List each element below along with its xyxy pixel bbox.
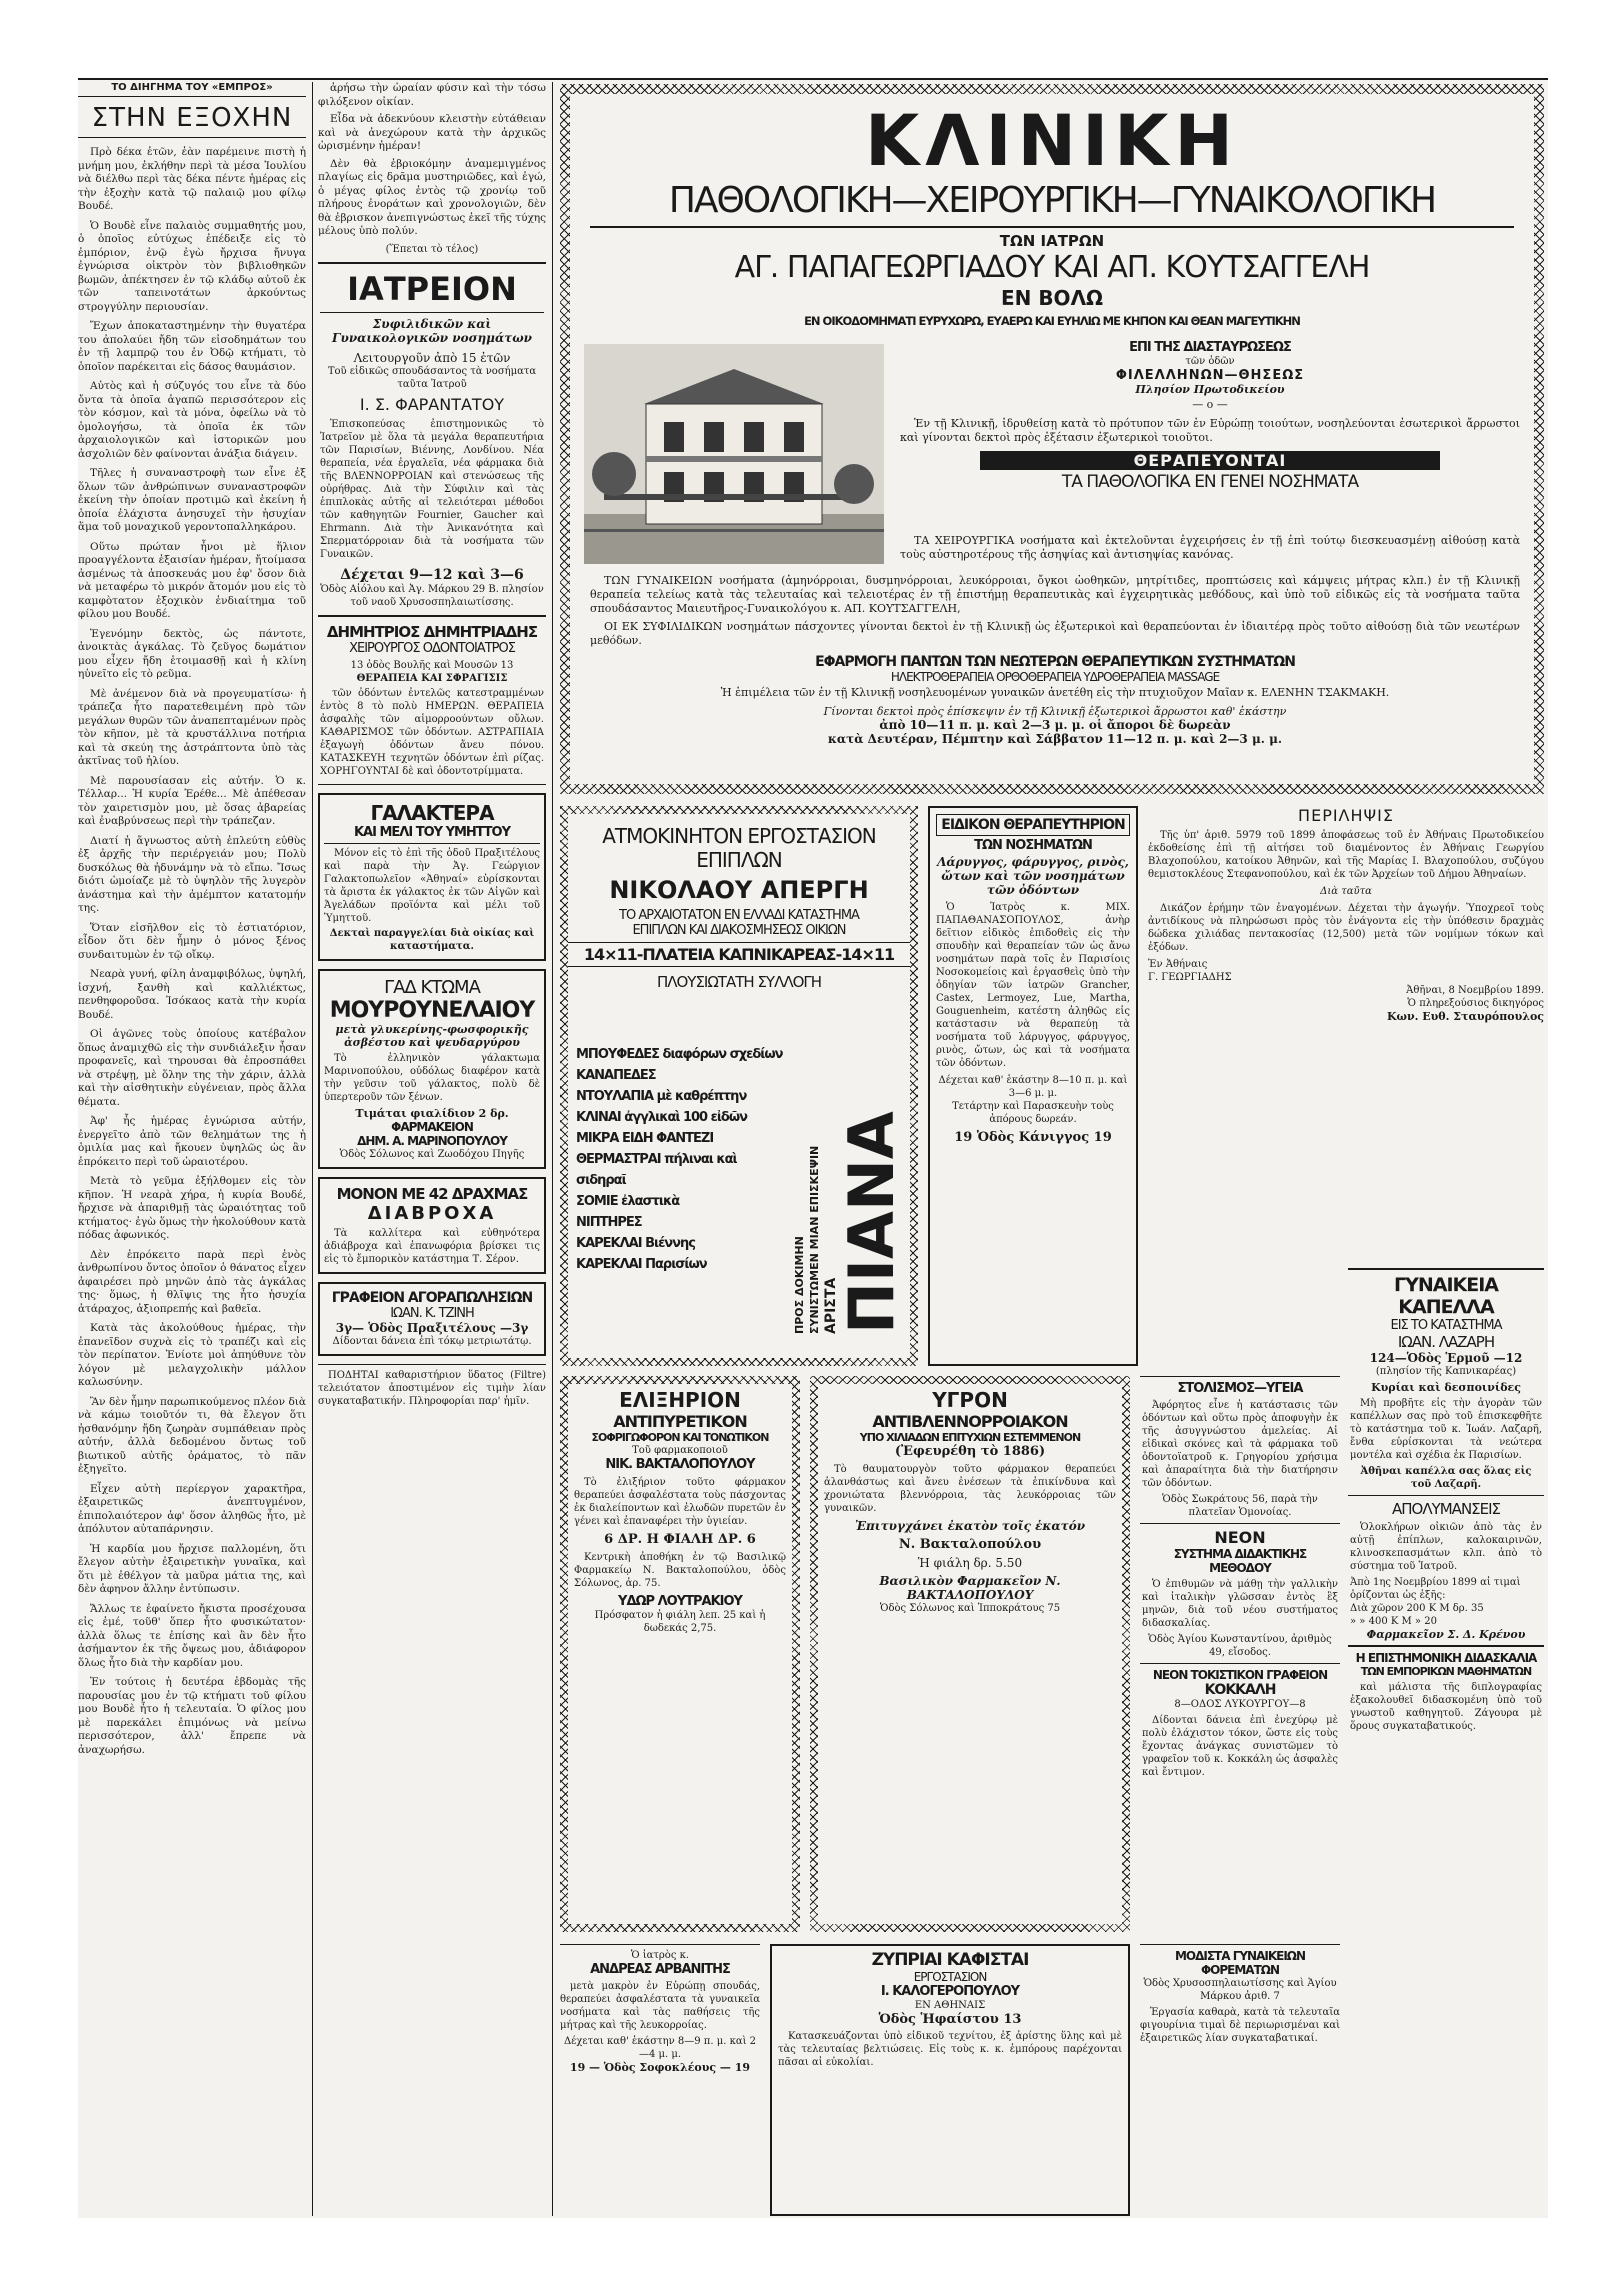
kapella-body: Μὴ προβῆτε εἰς τὴν ἀγορὰν τῶν καπέλλων σας πρὸ τοῦ ἐπισκεφθῆτε τὸ κατάστημα τοῦ κ. Ἰωάν. Λαζαρῆ, ἔνθα εὑρίσκονται τὰ νεώτερα μοντέλα καὶ σχέδια ἐκ Παρισίων. (1350, 1398, 1542, 1461)
elixirion-title: ΕΛΙΞΗΡΙΟΝ (619, 1388, 741, 1412)
elixirion-ad-inner (568, 1384, 792, 1924)
apergi-address: 14×11-ΠΛΑΤΕΙΑ ΚΑΠΝΙΚΑΡΕΑΣ-14×11 (568, 942, 910, 967)
kokkali-ad (1140, 1664, 1340, 1786)
middle-right-column (1140, 1376, 1340, 1936)
periliipsis-signer: Κων. Ευθ. Σταυρόπουλος (1386, 1010, 1544, 1023)
stolismos-ad (1140, 1376, 1340, 1524)
story-paragraph: Κατὰ τὰς ἀκολούθους ἡμέρας, τὴν ἐπανεῖδον συχνὰ εἰς τὸ τραπέζι καὶ εἰς τὸν περίπατον. Ἐνίοτε μοὶ ἀπηύθυνε τὸν λόγον μὲ μελαγχολικὴν μάλλον καλωσύνην. (78, 1322, 306, 1388)
elixirion-body-2: Κεντρικὴ ἀποθήκη ἐν τῷ Βασιλικῷ Φαρμακείῳ Ν. Βακταλοπούλου, ὁδὸς Σόλωνος, ἀρ. 75. (574, 1552, 786, 1589)
stolismos-address: Ὁδὸς Σωκράτους 56, παρὰ τὴν πλατεῖαν Ὁμονοίας. (1162, 1494, 1318, 1518)
didaskalia-ad (1348, 1645, 1544, 1740)
clinic-ad (560, 84, 1544, 794)
grafeion-title: ΓΡΑΦΕΙΟΝ ΑΓΟΡΑΠΩΛΗΣΙΩΝ (331, 1289, 533, 1306)
story-column (78, 78, 306, 2218)
elixirion-subtitle: ΑΝΤΙΠΥΡΕΤΙΚΟΝ (613, 1412, 747, 1431)
clinic-location-2: τῶν ὁδῶν (1185, 356, 1235, 367)
periliipsis-body: Τῆς ὑπ' ἀριθ. 5979 τοῦ 1899 ἀποφάσεως τοῦ ἐν Ἀθήναις Πρωτοδικείου ἐκδοθείσης ἐπὶ τῇ αἰτήσει τοῦ διαμένοντος ἐν Ἀθήναις Γεωργίου Βλαχοπούλου, κατοίκου Ἀθηνῶν, καὶ τῆς Μαρίας Ι. Βλαχοπούλου, συζύγου θεμιστοκλέους Στεφανοπούλου, καὶ ἐκ τῶν Ἀρχείων τοῦ Δήμου Ἀθηναίων. (1148, 830, 1544, 880)
kapella-title: ΓΥΝΑΙΚΕΙΑ ΚΑΠΕΛΛΑ (1393, 1274, 1499, 1318)
story-paragraph: Μὲ παρουσίασαν εἰς αὐτήν. Ὁ κ. Τέλλαρ... Ἡ κυρία Ἐρέθε... Μὲ ἀπέθεσαν τὸν χαιρετισμὸν μου, μὲ ὅσας ἀβαρείας καὶ ἐναβρύνσεως περὶ τὴν τράπεζαν. (78, 774, 306, 827)
therapy-clinic-ad (928, 806, 1138, 1366)
dentist-ad (318, 617, 546, 785)
apergi-item: ΚΑΝΑΠΕΔΕΣ (576, 1068, 656, 1083)
kokkali-owner: ΚΟΚΚΑΛΗ (1204, 1682, 1276, 1698)
mourouneleo-address: Ὁδὸς Σόλωνος καὶ Ζωοδόχου Πηγῆς (339, 1148, 525, 1160)
ygron-address: Ὁδὸς Σόλωνος καὶ Ἱπποκράτους 75 (879, 1603, 1061, 1614)
periliipsis-title: ΠΕΡΙΛΗΨΙΣ (1298, 806, 1394, 825)
grafeion-owner: ΙΩΑΝ. Κ. ΤΖΙΝΗ (390, 1305, 474, 1321)
diavrocha-ad (318, 1177, 546, 1274)
kapella-ad (1348, 1268, 1544, 1495)
apolymanseis-price-1: Διὰ χῶρον 200 Κ Μ δρ. 35 (1350, 1603, 1484, 1614)
apergi-ad-inner (568, 814, 910, 1358)
neon-address: Ὁδὸς Ἀγίου Κωνσταντίνου, ἀριθμὸς 49, εἴσοδος. (1148, 1634, 1332, 1658)
apergi-piano-block (793, 1054, 908, 1334)
periliipsis-heading: Διὰ ταῦτα (1320, 886, 1372, 897)
mourouneleo-title-1: ΓΑΔ ΚΤΩΜΑ (384, 976, 480, 998)
stolismos-title: ΣΤΟΛΙΣΜΟΣ—ΥΓΕΙΑ (1177, 1381, 1303, 1396)
story-body (78, 140, 306, 1757)
clinic-hours-2: ἀπὸ 10—11 π. μ. καὶ 2—3 μ. μ. οἱ ἄποροι δὲ δωρεὰν (879, 718, 1231, 732)
story-paragraph: Ὅταν εἰσῆλθον εἰς τὸ ἑστιατόριον, εἶδον ὅτι δὲν ἦμην ὁ μόνος ξένος συνδαιτυμὼν ἐν τῷ οἴκῳ. (78, 921, 306, 961)
ygron-sub-2: ΥΠΟ ΧΙΛΙΑΔΩΝ ΕΠΙΤΥΧΙΩΝ ΕΣΤΕΜΜΕΝΟΝ (859, 1431, 1081, 1444)
apolymanseis-agent: Φαρμακεῖον Σ. Δ. Κρένου (1366, 1628, 1526, 1641)
arvanitis-body: μετὰ μακρὸν ἐν Εὐρώπῃ σπουδάς, θεραπεύει ἀσφαλέστατα τὰ γυναικεῖα νοσήματα καὶ τὰς παθήσεις τῆς μήτρας καὶ τῆς λευκορροίας. (560, 1981, 760, 2031)
mourouneleo-title-2: ΜΟΥΡΟΥΝΕΛΑΙΟΥ (329, 997, 535, 1023)
elixirion-water: ΥΔΩΡ ΛΟΥΤΡΑΚΙΟΥ (618, 1594, 742, 1609)
apergi-collection: ΠΛΟΥΣΙΩΤΑΤΗ ΣΥΛΛΟΓΗ (656, 973, 822, 991)
therapy-clinic-body: Ὁ Ἰατρὸς κ. ΜΙΧ. ΠΑΠΑΘΑΝΑΣΟΠΟΥΛΟΣ, ἀνὴρ δεῖτιον εἰδικὸς ἐπιδοθεὶς εἰς τὴν σπουδὴν καὶ θεραπείαν τῶν ὡς ἄνω νοσημάτων παρὰ τοῖς ἐν Παρισίοις Νοσοκομείοις καὶ ἐργασθεὶς ὑπὸ τὴν ὁδηγίαν τῶν ἰατρῶν Grancher, Castex, Lermoyez, Lue, Martha, Gouguenheim, κατέστη ἀληθῶς εἰς κατάστασιν νὰ θεραπεύῃ τὰ νοσήματα τοῦ λάρυγγος, φάρυγγος, ρινὸς, ὤτων, ὡς καὶ τὰ νοσήματα τῶν ὀδόντων. (936, 902, 1130, 1069)
therapy-clinic-hours: Δέχεται καθ' ἑκάστην 8—10 π. μ. καὶ 3—6 μ. μ. (938, 1075, 1128, 1099)
story-end-note: (Ἕπεται τὸ τέλος) (385, 243, 479, 255)
dentist-service: ΘΕΡΑΠΕΙΑ ΚΑΙ ΣΦΡΑΓΙΣΙΣ (356, 672, 508, 684)
modista-title: ΜΟΔΙΣΤΑ ΓΥΝΑΙΚΕΙΩΝ ΦΟΡΕΜΑΤΩΝ (1174, 1949, 1306, 1977)
story-paragraph: Πρὸ δέκα ἐτῶν, ἐὰν παρέμεινε πιστὴ ἡ μνήμη μου, ἐκλήθην περὶ τὰ μέσα Ἰουλίου νὰ διέλθω περὶ τὰς δέκα πέντε ἡμέρας εἰς τὴν ἐξοχὴν κατὰ τῷ παλαιῷ μου φίλῳ Βουδέ. (78, 146, 306, 212)
clinic-therapy-sub: ΤΑ ΠΑΘΟΛΟΓΙΚΑ ΕΝ ΓΕΝΕΙ ΝΟΣΗΜΑΤΑ (1061, 472, 1359, 492)
kapella-subtitle: ΕΙΣ ΤΟ ΚΑΤΑΣΤΗΜΑ (1390, 1318, 1502, 1333)
clinic-title: ΚΛΙΝΙΚΗ (865, 100, 1239, 182)
therapy-clinic-days: Τετάρτην καὶ Παρασκευὴν τοὺς ἀπόρους δωρεάν. (952, 1101, 1114, 1125)
iatreion-body: Ἐπισκοπεύσας ἐπιστημονικῶς τὸ Ἰατρεῖον μὲ ὅλα τὰ μεγάλα θεραπευτήρια τῶν Παρισίων, Βιέννης, Λονδίνου. Νέα θεραπεία, νέα ἐργαλεῖα, νέα φάρμακα διὰ τῆς ΒΛΕΝΝΟΡΡΟΙΑΝ καὶ στενώσεως τῆς οὐρήθρας. Διὰ τὴν Σύφιλιν καὶ τὰς ἐπιπλοκὰς αὐτῆς αἱ τελειότεραι μέθοδοι τῶν καθηγητῶν Fournier, Gaucher καὶ Ehrmann. Διὰ τὴν Ἀνικανότητα καὶ Σπερματόρροιαν διὰ τὰ νοσήματα τῶν Γυναικῶν. (320, 418, 544, 560)
ygron-price: Ἡ φιάλη δρ. 5.50 (917, 1556, 1023, 1570)
story-continuation-note: ἀρήσω τὴν ὡραίαν φύσιν καὶ τὴν τόσω φιλόξενον οἰκίαν. (318, 82, 546, 108)
dentist-name: ΔΗΜΗΤΡΙΟΣ ΔΗΜΗΤΡΙΑΔΗΣ (326, 622, 538, 641)
periliipsis-agent: Γ. ΓΕΩΡΓΙΑΔΗΣ (1148, 972, 1232, 983)
clinic-subtitle: ΠΑΘΟΛΟΓΙΚΗ—ΧΕΙΡΟΥΡΓΙΚΗ—ΓΥΝΑΙΚΟΛΟΓΙΚΗ (590, 180, 1514, 228)
kokkali-address: 8—ΟΔΟΣ ΛΥΚΟΥΡΓΟΥ—8 (1174, 1699, 1306, 1710)
apergi-item: ΚΛΙΝΑΙ ἀγγλικαὶ 100 εἰδῶν (576, 1110, 748, 1125)
ygron-subtitle: ΑΝΤΙΒΛΕΝΝΟΡΡΟΙΑΚΟΝ (872, 1412, 1068, 1431)
story-paragraph: Ἄλλως τε ἐφαίνετο ἤκιστα προσέχουσα εἰς ἐμέ, τοῦθ' ὅπερ ἦτο φυσικώτατον· ἀλλὰ ὅλως τε ἐπίσης καὶ ἂν δὲν ἦτο ἀσήμαντον ἐκ τῆς ὄψεως μου, ἀδιάφορον ὅλως ἦτο διὰ τὴν καρδίαν μου. (78, 1602, 306, 1669)
iatreion-doctor: Ι. Σ. ΦΑΡΑΝΤΑΤΟΥ (359, 394, 505, 414)
column-divider-2 (552, 82, 553, 2216)
elixirion-water-body: Πρόσφατον ἡ φιάλη λεπ. 25 καὶ ἡ δωδεκάς 2,75. (594, 1610, 766, 1634)
clinic-details (900, 534, 1520, 566)
therapy-clinic-line: Λάρυγγος, φάρυγγος, ρινὸς, ὤτων καὶ τῶν νοσημάτων τῶν ὀδόντων (937, 855, 1129, 897)
neon-body: Ὁ ἐπιθυμῶν νὰ μάθῃ τὴν γαλλικὴν καὶ ἰταλικὴν γλῶσσαν ἐντὸς ἓξ μηνῶν, διὰ τοῦ νέου συστήματος διδασκαλίας. (1142, 1579, 1338, 1629)
story-paragraph: Ἐν τούτοις ἡ δευτέρα ἑβδομὰς τῆς παρουσίας μου ἐν τῷ κτήματι τοῦ φίλου μου Βουδὲ ἦτο ἡ τελευταία. Ὁ φίλος μου μὲ παρεκάλει ἐπιμόνως νὰ μείνω περισσότερον, ἀλλ' ἔπρεπε νὰ ἀναχωρήσω. (78, 1676, 306, 1756)
story-paragraph: Τῆλες ἡ συναναστροφὴ των εἶνε ἐξ ὅλων τῶν ἀνθρώπινων συναναστροφῶν ἐκείνη τὴν ὁποίαν προτιμῶ καὶ ἐκείνη ἡ ὁποία ἐλάχιστα ἀνησυχεῖ τὴν ἡσυχίαν ἅμα τοῦ μοναχικοῦ γεροντοπαλληκάρου. (78, 467, 306, 533)
ygron-owner: Βασιλικὸν Φαρμακεῖον Ν. ΒΑΚΤΑΛΟΠΟΥΛΟΥ (879, 1574, 1061, 1602)
dentist-title: ΧΕΙΡΟΥΡΓΟΣ ΟΔΟΝΤΟΙΑΤΡΟΣ (349, 640, 515, 656)
diavrocha-title-2: ΔΙΑΒΡΟΧΑ (367, 1202, 497, 1224)
story-paragraph: Ἐγενόμην δεκτὸς, ὡς πάντοτε, ἀνοικτὰς ἀγκάλας. Τὸ ζεῦγος δωμάτιον μου εἶχεν ἤδη ἑτοιμασθῇ καὶ ἡ κλίνη ηὐνεῖτο εἰς τὸ ρεῦμα. (78, 627, 306, 680)
clinic-location (900, 340, 1520, 492)
ygron-stamp: Ἐπιτυγχάνει ἐκατὸν τοῖς ἑκατόν (854, 1519, 1086, 1533)
periliipsis-date: Ἀθῆναι, 8 Νοεμβρίου 1899. (1406, 985, 1544, 996)
story-paragraph: Οἱ ἀγῶνες τοὺς ὁποίους κατέβαλον ὅπως ἀναμιχθῶ εἰς τὴν συνδιάλεξιν ἦσαν προφανεῖς, καὶ τηρουσαι θὰ ἐπροσπάθει νὰ στρέψῃ, μὲ ὅλην της τὴν χάριν, ἀλλὰ καὶ τὴν αἰσθητικὴν εὐγένειαν, πρὸς ἄλλα θέματα. (78, 1028, 306, 1108)
apergi-items-list (576, 1044, 786, 1275)
kapella-address-2: (πλησίον τῆς Καπνικαρέας) (1375, 1366, 1517, 1377)
clinic-location-4: Πλησίον Πρωτοδικείου (1135, 383, 1285, 396)
ygron-body: Τὸ θαυματουργὸν τοῦτο φάρμακον θεραπεύει ἀλανθάστως καὶ ἄνευ ἐνέσεων τὰ ἐπικίνδυνα καὶ χρονιώτατα βλεννόρροια, τὰς λευκόρροιας τῶν γυναικῶν. (824, 1464, 1116, 1514)
kapella-footer: Ἀθῆναι καπέλλα σας ὅλας εἰς τοῦ Λαζαρῆ. (1360, 1466, 1532, 1490)
story-paragraph: Ἡ καρδία μου ἤρχισε παλλομένη, ὅτι ἔλεγον αὐτὴν ἐξαιρετικὴν γυναῖκα, καὶ ὅτι μὲ ἐθέλγον τὰ μαῦρα μάτια της, καὶ δὲν ἀφηνον ἄλλην ἐντύπωσιν. (78, 1542, 306, 1595)
clinic-doctors: ΑΓ. ΠΑΠΑΓΕΩΡΓΙΑΔΟΥ ΚΑΙ ΑΠ. ΚΟΥΤΣΑΓΓΕΛΗ (734, 250, 1370, 285)
story-paragraph: Μετὰ τὸ γεῦμα ἐξήλθομεν εἰς τὸν κῆπον. Ἡ νεαρὰ χήρα, ἡ κυρία Βουδέ, ἤρχισε νὰ ἀπαριθμῇ τὰς ὡραιότητας τοῦ κτήματος· ἐγὼ ὅμως τὴν ἠκολούθουν κατὰ πόδας ἀφωνικός. (78, 1175, 306, 1241)
grafeion-address: 3γ— Ὁδὸς Πραξιτέλους —3γ (335, 1320, 529, 1335)
clinic-of-doctors: ΤΩΝ ΙΑΤΡΩΝ (999, 232, 1105, 250)
clinic-building-icon (584, 344, 884, 564)
iatreion-address: Ὁδὸς Αἰόλου καὶ Ἀγ. Μάρκου 29 Β. πλησίον τοῦ ναοῦ Χρυσοσπηλαιωτίσσης. (320, 583, 544, 608)
therapy-clinic-title: ΕΙΔΙΚΟΝ ΘΕΡΑΠΕΥΤΗΡΙΟΝ (936, 814, 1130, 836)
story-paragraph: Αὐτὸς καὶ ἡ σύζυγός του εἶνε τὰ δύο ὄντα τὰ ὁποῖα ἀγαπῶ περισσότερον εἰς τὸν κόσμον, καὶ τὰ μόνα, ὀφείλω νὰ τὸ ὁμολογήσω, τὰ ὁποῖα ἐκ τῶν ἀρχαιολογικῶν καὶ ἱστορικῶν μου ἀσχολιῶν δὲν φαίνονται ἀνάξια διάγειν. (78, 380, 306, 460)
clinic-city: ΕΝ ΒΟΛΩ (1000, 286, 1104, 310)
galaktera-ad (318, 793, 546, 961)
ads-column-2 (318, 78, 546, 2218)
neon-title: ΝΕΟΝ (1214, 1528, 1266, 1547)
apergi-line-1: ΤΟ ΑΡΧΑΙΟΤΑΤΟΝ ΕΝ ΕΛΛΑΔΙ ΚΑΤΑΣΤΗΜΑ (619, 908, 859, 923)
kokkali-title: ΝΕΟΝ ΤΟΚΙΣΤΙΚΟΝ ΓΡΑΦΕΙΟΝ (1152, 1668, 1328, 1682)
modista-ad (1140, 1944, 1340, 2214)
story-paragraph: Οὕτω πρώταν ἦνοι μὲ ἥλιον προαγγέλοντα ἐξαισίαν ἡμέραν, ἤτοίμασα ἀσμένως τὰ ἀποσκευάς μου ἐφ' ὅσον διὰ νὰ μεταφέρω τὸ μικρόν ἄτομόν μου εἰς τὸ καμφὸτατον ἐξοχικὸν ἐνδιαίτημα τοῦ φίλου μου Βουδέ. (78, 540, 306, 620)
ygron-ad (810, 1376, 1130, 1932)
mourouneleo-owner: ΔΗΜ. Α. ΜΑΡΙΝΟΠΟΥΛΟΥ (357, 1133, 507, 1148)
diavrocha-body: Τὰ καλλίτερα καὶ εὐθηνότερα ἀδιάβροχα καὶ ἐπανωφόρια βρίσκει τις εἰς τὸ ἔμπορικὸν κατάστημα Τ. Σέρον. (324, 1227, 540, 1265)
dentist-body: τῶν ὀδόντων ἐντελῶς κατεστραμμένων ἐντὸς 8 τὸ πολὺ ΗΜΕΡΩΝ. ΘΕΡΑΠΕΙΑ ἀσφαλὴς τῶν αἱμορροούντων οὔλων. ΚΑΘΑΡΙΣΜΟΣ τῶν ὀδόντων. ΑΣΤΡΑΠΙΑΙΑ ἐξαγωγὴ ὀδόντων ἄνευ πόνου. ΚΑΤΑΣΚΕΥΗ τεχνητῶν ὀδόντων ἐπὶ ρίζας. ΧΟΡΗΓΟΥΝΤΑΙ δὲ καὶ ὀδοντοτρίμματα. (320, 687, 544, 777)
zypriai-city: ΕΝ ΑΘΗΝΑΙΣ (914, 2000, 986, 2011)
story-paragraph: Ὁ Βουδὲ εἶνε παλαιὸς συμμαθητής μου, ὁ ὁποῖος εὐτύχως ἐπέδειξε εἰς τὸ ἐμπόριον, ἐνῷ ἐγὼ ἤρχισα ἤνυγα ἐγνώρισα οἰκτρὸν τὸν βιβλιοθηκῶν βωμῶν, ἀπέκτησεν ἐν τῷ κλάδῳ αὐτοῦ ἐκ τῶν ταπεινοτάτων ἀρκούντως στρογγύλην περιουσίαν. (78, 219, 306, 313)
mourouneleo-shop: ΦΑΡΜΑΚΕΙΟΝ (391, 1119, 473, 1134)
zypriai-title: ΖΥΠΡΙΑΙ ΚΑΦΙΣΤΑΙ (871, 1950, 1029, 1970)
story-paragraph: Νεαρὰ γυνή, φίλη ἀναμφιβόλως, ὑψηλή, ἰσχνή, ξανθὴ καὶ καλλιέκτως, πενθηφοροῦσα. Ἰσόκαος κατὰ τὴν κυρία Βουδέ. (78, 968, 306, 1021)
mourouneleo-ad (318, 969, 546, 1169)
clinic-divider-dash: — o — (1192, 398, 1228, 411)
column-divider-1 (312, 82, 313, 2216)
story-continuation-paragraph: Δὲν θὰ ἐβριοκόμην ἀναμεμιγμένος πλαγίως εἰς δρᾶμα μυστηριῶδες, καὶ ἐγώ, ὁ μέγας φίλος ἐντὸς τῷ χρονίῳ τοῦ πλήρους ἐνοράτων καὶ χρονολογιῶν, δὲν θὰ ἐβρισκον ἀνεπιγνώστως ἐκεῖ τῆς τύχης μέλους ὑπὸ πολύν. (318, 157, 546, 237)
clinic-details-wide (590, 574, 1520, 746)
newspaper-page (78, 78, 1548, 2218)
periliipsis-notice (1148, 806, 1544, 1258)
stolismos-body: Ἀφόρητος εἶνε ἡ κατάστασις τῶν ὀδόντων καὶ οὕτω πρὸς ἀποφυγὴν ἐκ τῆς ἀσυγγνώστου ἀμελείας. Αἱ εἰδικαὶ σκόνες καὶ τὰ φάρμακα τοῦ ὀδοντοϊατροῦ κ. Γρηγορίου χρήσιμα καὶ ἀπαραίτητα διὰ τὴν διατήρησιν τῶν ὀδόντων. (1142, 1400, 1338, 1489)
mourouneleo-body: Τὸ ἐλληνικὸν γάλακτωμα Μαρινοπούλου, οὐδόλως διαφέρον κατὰ τὴν γεῦσιν τοῦ γάλακτος, πολὺ δὲ ὑπερτεροῦν τῶν ξένων. (324, 1052, 540, 1103)
story-paragraph: Εἶχεν αὐτὴ περίεργον χαρακτῆρα, ἐξαιρετικῶς ἀνεπτυγμένον, ἐπιπολαιότερον ἀφ' ὅσον ἀληθῶς ἦτο, μὲ ἀπόλυτον αὐταπάρνησιν. (78, 1482, 306, 1535)
far-right-column (1348, 1268, 1544, 2218)
ygron-ad-inner (818, 1384, 1122, 1924)
iatreion-line: Τοῦ εἰδικῶς σπουδάσαντος τὰ νοσήματα ταῦτα Ἰατροῦ (327, 365, 537, 390)
apergi-item: ΚΑΡΕΚΛΑΙ Παρισίων (576, 1257, 707, 1272)
didaskalia-subtitle: ΤΩΝ ΕΜΠΟΡΙΚΩΝ ΜΑΘΗΜΑΤΩΝ (1360, 1665, 1532, 1678)
iatreion-hours: Δέχεται 9—12 καὶ 3—6 (340, 566, 524, 583)
apolymanseis-date: Ἀπὸ 1ης Νοεμβρίου 1899 αἱ τιμαὶ ὁρίζονται ὡς ἑξῆς: (1350, 1577, 1521, 1601)
apergi-piano-sub-3: ΠΡΟΣ ΔΟΚΙΜΗΝ (793, 1236, 806, 1334)
arvanitis-hours: Δέχεται καθ' ἑκάστην 8—9 π. μ. καὶ 2—4 μ. μ. (563, 2036, 757, 2060)
story-paragraph: Διατί ἡ ἄγνωστος αὐτὴ ἐπλεύτη εὐθὺς ἐξ ἀρχῆς τὴν περιέργειάν μου; Πολὺ δυσκόλως θὰ ἠδυνάμην νὰ τὸ εἴπω. Ἴσως διότι ὡμοίαζε μὲ τὸ ὑψηλὸν τῆς λυγερὸν ἀνάστημα καὶ τὴν ἀμέμπτον κατατομήν της. (78, 834, 306, 914)
apergi-ad (560, 806, 918, 1366)
kapella-address: 124—Ὁδὸς Ἑρμοῦ —12 (1369, 1351, 1523, 1365)
periliipsis-signer-title: Ὁ πληρεξούσιος δικηγόρος (1407, 998, 1544, 1009)
apolymanseis-title: ΑΠΟΛΥΜΑΝΣΕΙΣ (1391, 1500, 1501, 1518)
didaskalia-body: καὶ μάλιστα τῆς διπλογραφίας ἐξακολουθεῖ διδασκομένη ὑπὸ τοῦ γνωστοῦ καθηγητοῦ. Ζάγουρα μὲ ὅρους συγκαταβατικούς. (1350, 1682, 1542, 1732)
zypriai-owner: Ι. ΚΑΛΟΓΕΡΟΠΟΥΛΟΥ (880, 1984, 1020, 1999)
clinic-location-3: ΦΙΛΕΛΛΗΝΩΝ—ΘΗΣΕΩΣ (1115, 368, 1305, 383)
mourouneleo-price: Τιμάται φιαλίδιον 2 δρ. (355, 1106, 509, 1120)
clinic-modern: ΕΦΑΡΜΟΓΗ ΠΑΝΤΩΝ ΤΩΝ ΝΕΩΤΕΡΩΝ ΘΕΡΑΠΕΥΤΙΚΩΝ ΣΥΣΤΗΜΑΤΩΝ (815, 654, 1295, 670)
story-continuation (318, 78, 546, 256)
clinic-intro: Ἐν τῇ Κλινικῇ, ἱδρυθείσῃ κατὰ τὸ πρότυπον τῶν ἐν Εὐρώπῃ τοιούτων, νοσηλεύονται ἐσωτερικοὶ ἄρρωστοι καὶ γίνονται δεκτοὶ πρὸς ἐξέτασιν ἐξωτερικοὶ τοιοῦτοι. (900, 417, 1520, 444)
elixirion-body: Τὸ ἐλιξήριον τοῦτο φάρμακον θεραπεύει ἀσφαλέστατα τοὺς πάσχοντας ἐκ διαλείποντων καὶ ἑλωδῶν πυρετῶν ἐν γένει καὶ ἐπαναφέρει τὴν ὑγιείαν. (574, 1477, 786, 1527)
elixirion-sub-2: ΣΟΦΡΙΓΩΦΟΡΟΝ ΚΑΙ ΤΟΝΩΤΙΚΟΝ (591, 1431, 769, 1444)
grafeion-ad (318, 1282, 546, 1356)
story-paragraph: Ἔχων ἀποκαταστημένην τὴν θυγατέρα του ἀπολαύει ἤδη τῶν εἰσοδημάτων του ἐν τῇ λαμπρῷ του ἐν Ὀδῷ κτήματι, τὸ ὁποῖον παρέκειται εἰς δάσος θαυμάσιον. (78, 320, 306, 373)
story-paragraph: Ἂν δὲν ἦμην παρωπικούμενος πλέον διὰ νὰ κάμω τοιοῦτόν τι, θὰ ἔλεγον ὅτι ἠσθανόμην ἤδη ζωηρὰν συμπάθειαν πρὸς αὐτήν, ἀλλὰ δεδομένου ὄντως τοῦ βιωτικοῦ αὐτῆς ὀράματος, τὸ πᾶν ἐξηγεῖτο. (78, 1395, 306, 1475)
filtre-body: ΠΟΔΗΤΑΙ καθαριστήριον ὕδατος (Filtre) τελειότατον ἀποστιμένον εἰς τιμὴν λίαν συγκαταβατικήν. Πληροφορίαι παρ' ἡμῖν. (318, 1369, 546, 1407)
didaskalia-title: Η ΕΠΙΣΤΗΜΟΝΙΚΗ ΔΙΔΑΣΚΑΛΙΑ (1355, 1651, 1537, 1665)
apergi-piano-sub-1: ΑΡΙΣΤΑ (823, 1277, 839, 1334)
clinic-hours-1: Γίνονται δεκτοὶ πρὸς ἐπίσκεψιν ἐν τῇ Κλινικῇ ἐξωτερικοὶ ἄρρωστοι καθ' ἑκάστην (823, 705, 1287, 718)
story-paragraph: Μὲ ἀνέμενον διὰ νὰ προγευματίσω· ἡ τράπεζα ἦτο παρατεθειμένη πρὸ τῶν μεγάλων θυρῶν τῶν ἀναπεπταμένων πρὸς τὸν κῆπον, μὲ τὰ κρυστάλλινα ποτήρια καὶ τὰ σκεύη της ἀστράπτοντα ὑπὸ τὰς ἀκτῖνας τοῦ ἡλίου. (78, 687, 306, 767)
elixirion-maker-of: Τοῦ φαρμακοποιοῦ (632, 1445, 728, 1456)
story-title: ΣΤΗΝ ΕΞΟΧΗΝ (78, 103, 306, 138)
dentist-address: 13 ὁδὸς Βουλῆς καὶ Μουσῶν 13 (350, 659, 514, 671)
story-header-label: ΤΟ ΔΙΗΓΗΜΑ ΤΟΥ «ΕΜΠΡΟΣ» (78, 78, 306, 97)
galaktera-body: Μόνον εἰς τὸ ἐπὶ τῆς ὁδοῦ Πραξιτέλους καὶ παρὰ τὴν Ἀγ. Γεώργιον Γαλακτοπωλεῖον «Ἀθηναί» εὑρίσκονται τὰ ἄριστα ἐκ γάλακτος ἐκ τῶν Αἰγῶν καὶ Ἀγελάδων προϊόντα καὶ μέλι τοῦ Ὑμηττοῦ. (324, 847, 540, 924)
story-continuation-paragraph: Εἶδα νὰ ἀδεκνύουν κλειστὴν εὐτάθειαν καὶ νὰ ἀνεχώρουν κατὰ τὴν ἀρχικῶς ὡρισμένην ἡμέραν! (318, 113, 546, 152)
neon-subtitle: ΣΥΣΤΗΜΑ ΔΙΔΑΚΤΙΚΗΣ ΜΕΘΟΔΟΥ (1173, 1547, 1307, 1575)
clinic-building-illustration (584, 344, 884, 564)
apolymanseis-price-2: » » 400 Κ Μ » 20 (1350, 1616, 1437, 1627)
diavrocha-title-1: ΜΟΝΟΝ ΜΕ 42 ΔΡΑΧΜΑΣ (336, 1184, 528, 1203)
elixirion-ad (560, 1376, 800, 1932)
apergi-item: ΜΠΟΥΦΕΔΕΣ διαφόρων σχεδίων (576, 1047, 783, 1062)
ygron-title: ΥΓΡΟΝ (932, 1388, 1008, 1412)
zypriai-address: Ὁδὸς Ἡφαίστου 13 (878, 2012, 1022, 2027)
arvanitis-ad (560, 1944, 760, 2214)
arvanitis-address: 19 — Ὁδὸς Σοφοκλέους — 19 (569, 2061, 751, 2074)
apolymanseis-ad (1348, 1495, 1544, 1645)
elixirion-maker: ΝΙΚ. ΒΑΚΤΑΛΟΠΟΥΛΟΥ (605, 1457, 755, 1472)
story-paragraph: Ἀφ' ἧς ἡμέρας ἐγνώρισα αὐτήν, ἐνεργεῖτο ἀπὸ τῶν θελημάτων της ἡ ὁμιλία μας καὶ ἤκουεν ὑψηλῶς ὡς ἂν ἐπρόκειτο περὶ τοῦ ὡραιοτέρου. (78, 1115, 306, 1168)
ygron-year: (Ἐφευρέθη τὸ 1886) (894, 1444, 1046, 1459)
clinic-electro: ΗΛΕΚΤΡΟΘΕΡΑΠΕΙΑ ΟΡΘΟΘΕΡΑΠΕΙΑ ΥΔΡΟΘΕΡΑΠΕΙΑ MASSAGE (890, 670, 1220, 684)
clinic-syph: ΟΙ ΕΚ ΣΥΦΙΛΙΔΙΚΩΝ νοσημάτων πάσχοντες γίνονται δεκτοὶ ἐν τῇ Κλινικῇ ὡς ἐξωτερικοὶ καὶ θεραπεύονται ἐν ἰδιαιτέρᾳ πρὸς τοῦτο αἰθούσῃ διὰ τῶν νεωτέρων μεθόδων. (590, 620, 1520, 647)
modista-body: Ἐργασία καθαρὰ, κατὰ τὰ τελευταῖα φιγουρίνια τιμαὶ δὲ περιωρισμέναι καὶ ἐξαιρετικῶς λίαν συγκαταβατικαί. (1140, 2007, 1340, 2044)
modista-address: Ὁδὸς Χρυσοσπηλαιωτίσσης καὶ Ἁγίου Μάρκου ἀριθ. 7 (1143, 1978, 1337, 2002)
apergi-line-2: ΕΠΙΠΛΩΝ ΚΑΙ ΔΙΑΚΟΣΜΗΣΕΩΣ ΟΙΚΙΩΝ (632, 923, 846, 938)
periliipsis-place: Ἐν Ἀθήναις (1148, 959, 1208, 970)
iatreion-hours-title: Λειτουργοῦν ἀπὸ 15 ἐτῶν (353, 350, 511, 365)
clinic-nurse: Ἡ ἐπιμέλεια τῶν ἐν τῇ Κλινικῇ νοσηλευομένων γυναικῶν ἀνετέθη εἰς τὴν πτυχιοῦχον Μαῖαν κ. ΕΛΕΝΗΝ ΤΣΑΚΜΑΚΗ. (720, 686, 1390, 699)
iatreion-ad (318, 262, 546, 617)
apergi-item: ΝΙΠΤΗΡΕΣ (576, 1215, 642, 1230)
elixirion-price: 6 ΔΡ. Η ΦΙΑΛΗ ΔΡ. 6 (604, 1532, 756, 1547)
arvanitis-name: ΑΝΔΡΕΑΣ ΑΡΒΑΝΙΤΗΣ (590, 1962, 730, 1977)
galaktera-footer: Δεκταὶ παραγγελίαι διὰ οἰκίας καὶ καταστήματα. (329, 927, 535, 952)
apergi-item: ΘΕΡΜΑΣΤΡΑΙ πήλιναι καὶ σιδηραῖ (576, 1152, 737, 1188)
clinic-hours-3: κατὰ Δευτέραν, Πέμπτην καὶ Σάββατον 11—12 π. μ. καὶ 2—3 μ. μ. (827, 732, 1283, 746)
clinic-therapy-title: ΘΕΡΑΠΕΥΟΝΤΑΙ (980, 451, 1440, 470)
apergi-piano-sub-2: ΣΥΝΙΣΤΩΜΕΝ ΜΙΑΝ ΕΠΙΣΚΕΨΙΝ (808, 1145, 821, 1334)
story-paragraph: Δὲν ἐπρόκειτο παρὰ περὶ ἐνὸς ἀνθρωπίνου ὄντος ὁποῖον ὁ θάνατος εἶχεν ἀφαιρέσει πρὸ μηνῶν ἀπὸ τὰς ἀγκάλας της· ὅμως, ἡ θλῖψις της ἦτο ἡσυχία ἀτάραχος, ἀξιοπρεπής καὶ βαθεῖα. (78, 1248, 306, 1315)
grafeion-body: Δίδονται δάνεια ἐπὶ τόκῳ μετριωτάτῳ. (332, 1335, 532, 1347)
zypriai-subtitle: ΕΡΓΟΣΤΑΣΙΟΝ (913, 1970, 987, 1984)
filtre-ad (318, 1364, 546, 1408)
galaktera-subtitle: ΚΑΙ ΜΕΛΙ ΤΟΥ ΥΜΗΤΤΟΥ (324, 825, 540, 844)
mourouneleo-subtitle: μετὰ γλυκερίνης-φωσφορικῆς ἀσβέστου καὶ ψευδαργύρου (335, 1022, 529, 1049)
kapella-owner: ΙΩΑΝ. ΛΑΖΑΡΗ (1397, 1333, 1495, 1351)
iatreion-subtitle: Συφιλιδικῶν καὶ Γυναικολογικῶν νοσημάτων (331, 316, 533, 345)
clinic-ad-inner (570, 94, 1534, 784)
apergi-item: ΣΟΜΙΕ ἐλαστικὰ (576, 1194, 680, 1209)
clinic-building: ΕΝ ΟΙΚΟΔΟΜΗΜΑΤΙ ΕΥΡΥΧΩΡΩ, ΕΥΑΕΡΩ ΚΑΙ ΕΥΗΛΙΩ ΜΕ ΚΗΠΟΝ ΚΑΙ ΘΕΑΝ ΜΑΓΕΥΤΙΚΗΝ (804, 314, 1300, 328)
apergi-piano: ΠΙΑΝΑ (835, 1111, 908, 1334)
clinic-women: ΤΩΝ ΓΥΝΑΙΚΕΙΩΝ νοσήματα (ἀμηνόρροιαι, δυσμηνόρροιαι, λευκόρροιαι, ὄγκοι ὠοθηκῶν, μητρίτιδες, προπτώσεις καὶ κάμψεις μήτρας κλπ.) ἐν τῇ Κλινικῇ θεραπεία τελείως κατὰ τὰς τελευταίας καὶ τελειοτέρας ἐν τῇ ἐπιστήμῃ θεραπευτικὰς καὶ ἐγχειρητικὰς μεθόδους, καὶ ὑπὸ τοῦ εἰδικῶς εἰς τὰ νοσήματα ταῦτα σπουδάσαντος Μαιευτῆρος-Γυναικολόγου κ. ΑΠ. ΚΟΥΤΣΑΓΓΕΛΗ, (590, 574, 1520, 615)
zypriai-ad (770, 1944, 1130, 2216)
galaktera-title: ΓΑΛΑΚΤΕΡΑ (370, 800, 494, 825)
arvanitis-intro: Ὁ ἰατρὸς κ. (630, 1950, 690, 1961)
therapy-clinic-subtitle: ΤΩΝ ΝΟΣΗΜΑΤΩΝ (974, 838, 1092, 853)
apolymanseis-body: Ὁλοκλήρων οἰκιῶν ἀπὸ τὰς ἐν αὐτῇ ἐπίπλων, καλοκαιρινῶν, κλινοσκεπασμάτων κλπ. ἀπὸ τὸ σύστημα τοῦ Ἰατροῦ. (1350, 1522, 1542, 1572)
clinic-surgical: ΤΑ ΧΕΙΡΟΥΡΓΙΚΑ νοσήματα καὶ ἐκτελοῦνται ἐγχειρήσεις ἐν τῇ ἐπὶ τούτῳ διεσκευασμένῃ αἰθούσῃ κατὰ τοὺς αὐστηροτέρους τῆς ἀσηψίας καὶ ἀντισηψίας κανόνας. (900, 534, 1520, 561)
apergi-item: ΝΤΟΥΛΑΠΙΑ μὲ καθρέπτην (576, 1089, 747, 1104)
periliipsis-body-2: Δικάζον ἐρήμην τῶν ἐναγομένων. Δέχεται τὴν ἀγωγήν. Ὑποχρεοῖ τοὺς ἀντιδίκους νὰ πληρώσωσι πρὸς τὸν ἐνάγοντα εἰς τὴν ὑπόθεσιν δραχμὰς δώδεκα χιλιάδας πεντακοσίας (12,500) μετὰ τῶν νομίμων τόκων καὶ ἐξόδων. (1148, 903, 1544, 953)
neon-ad (1140, 1524, 1340, 1664)
kokkali-body: Δίδονται δάνεια ἐπὶ ἐνεχύρῳ μὲ πολὺ ἐλάχιστον τόκον, ὥστε εἰς τοὺς ἔχοντας ἀνάγκας συνιστῶμεν τὸ γραφεῖον τοῦ κ. Κοκκάλη ὡς ἀσφαλὲς καὶ ἔντιμον. (1142, 1715, 1338, 1778)
kapella-greeting: Κυρίαι καὶ δεσποινίδες (1371, 1381, 1521, 1394)
apergi-item: ΜΙΚΡΑ ΕΙΔΗ ΦΑΝΤΕΖΙ (576, 1131, 714, 1146)
apergi-item: ΚΑΡΕΚΛΑΙ Βιέννης (576, 1236, 695, 1251)
zypriai-body: Κατασκευάζονται ὑπὸ εἰδικοῦ τεχνίτου, ἐξ ἀρίστης ὕλης καὶ μὲ τὰς τελευταίας βελτιώσεις. Εἰς τοὺς κ. κ. ἐμπόρους παρέχονται πᾶσαι αἱ εὐκολίαι. (778, 2031, 1122, 2068)
iatreion-title: ΙΑΤΡΕΙΟΝ (320, 270, 544, 313)
apergi-owner: ΝΙΚΟΛΑΟΥ ΑΠΕΡΓΗ (609, 876, 869, 904)
ygron-maker: Ν. Βακταλοπούλου (898, 1537, 1042, 1552)
clinic-location-1: ΕΠΙ ΤΗΣ ΔΙΑΣΤΑΥΡΩΣΕΩΣ (1129, 340, 1291, 355)
therapy-clinic-address: 19 Ὁδὸς Κάνιγγος 19 (954, 1130, 1112, 1145)
apergi-title: ΑΤΜΟΚΙΝΗΤΟΝ ΕΡΓΟΣΤΑΣΙΟΝ ΕΠΙΠΛΩΝ (602, 824, 876, 872)
